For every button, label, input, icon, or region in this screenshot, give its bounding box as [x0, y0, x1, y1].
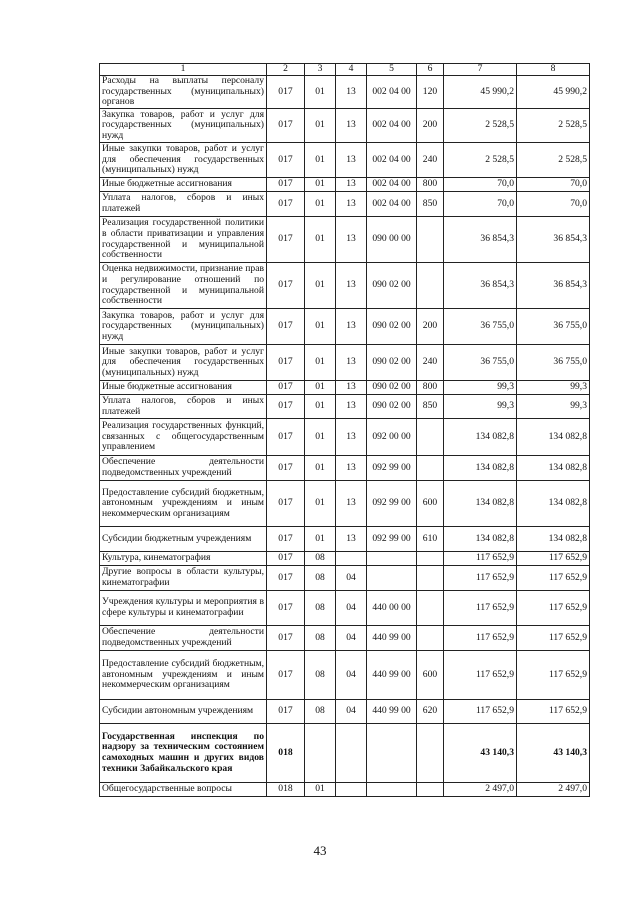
cell-ministry-code: 017 — [267, 178, 305, 192]
cell-amount-final: 99,3 — [517, 381, 590, 395]
cell-section: 08 — [305, 700, 336, 724]
cell-amount-final: 134 082,8 — [517, 456, 590, 481]
cell-expense-type: 800 — [417, 381, 444, 395]
cell-subsection: 13 — [336, 143, 367, 178]
cell-expense-type: 600 — [417, 481, 444, 527]
cell-subsection: 13 — [336, 345, 367, 381]
cell-amount-approved: 36 854,3 — [444, 217, 517, 263]
cell-name: Общегосударственные вопросы — [100, 783, 267, 797]
cell-name: Обеспечение деятельности подведомственных учреждений — [100, 626, 267, 651]
cell-target-article: 090 02 00 — [367, 263, 417, 309]
cell-amount-approved: 134 082,8 — [444, 456, 517, 481]
cell-expense-type: 240 — [417, 143, 444, 178]
column-header: 2 — [267, 64, 305, 76]
cell-section: 01 — [305, 345, 336, 381]
cell-section: 08 — [305, 651, 336, 700]
cell-name: Реализация государственной политики в области приватизации и управления государственной и муниципальной собственности — [100, 217, 267, 263]
cell-expense-type — [417, 217, 444, 263]
cell-expense-type — [417, 566, 444, 591]
table-row — [100, 309, 590, 345]
cell-section: 08 — [305, 552, 336, 566]
cell-target-article: 092 99 00 — [367, 481, 417, 527]
cell-amount-final: 36 755,0 — [517, 345, 590, 381]
cell-amount-approved: 2 497,0 — [444, 783, 517, 797]
cell-target-article: 440 99 00 — [367, 700, 417, 724]
table-row — [100, 192, 590, 217]
cell-name: Закупка товаров, работ и услуг для государственных (муниципальных) нужд — [100, 109, 267, 143]
cell-amount-final: 36 854,3 — [517, 217, 590, 263]
cell-expense-type — [417, 552, 444, 566]
cell-name: Закупка товаров, работ и услуг для государственных (муниципальных) нужд — [100, 309, 267, 345]
cell-expense-type: 200 — [417, 309, 444, 345]
cell-expense-type: 120 — [417, 76, 444, 109]
budget-table — [99, 63, 590, 797]
cell-amount-approved: 117 652,9 — [444, 626, 517, 651]
cell-amount-approved: 99,3 — [444, 395, 517, 419]
cell-subsection: 04 — [336, 651, 367, 700]
cell-ministry-code: 017 — [267, 700, 305, 724]
cell-amount-approved: 2 528,5 — [444, 143, 517, 178]
column-header: 6 — [417, 64, 444, 76]
cell-name: Оценка недвижимости, признание прав и регулирование отношений по государственной и муниципальной собственности — [100, 263, 267, 309]
cell-section: 01 — [305, 527, 336, 552]
cell-target-article — [367, 724, 417, 783]
cell-amount-final: 70,0 — [517, 192, 590, 217]
table-row — [100, 651, 590, 700]
cell-ministry-code: 017 — [267, 481, 305, 527]
cell-amount-final: 45 990,2 — [517, 76, 590, 109]
cell-amount-approved: 70,0 — [444, 192, 517, 217]
cell-ministry-code: 017 — [267, 456, 305, 481]
cell-section: 01 — [305, 109, 336, 143]
cell-amount-approved: 43 140,3 — [444, 724, 517, 783]
column-header: 4 — [336, 64, 367, 76]
cell-target-article: 002 04 00 — [367, 143, 417, 178]
cell-target-article: 002 04 00 — [367, 109, 417, 143]
cell-name: Предоставление субсидий бюджетным, автономным учреждениям и иным некоммерческим организациям — [100, 651, 267, 700]
cell-amount-final: 36 755,0 — [517, 309, 590, 345]
cell-section: 01 — [305, 309, 336, 345]
table-row — [100, 566, 590, 591]
cell-subsection — [336, 552, 367, 566]
cell-section: 01 — [305, 395, 336, 419]
cell-expense-type: 850 — [417, 395, 444, 419]
cell-section: 01 — [305, 263, 336, 309]
cell-subsection: 04 — [336, 700, 367, 724]
table-row — [100, 109, 590, 143]
cell-ministry-code: 017 — [267, 591, 305, 626]
column-header: 5 — [367, 64, 417, 76]
cell-expense-type: 240 — [417, 345, 444, 381]
cell-section: 01 — [305, 381, 336, 395]
table-row — [100, 456, 590, 481]
cell-amount-approved: 117 652,9 — [444, 566, 517, 591]
cell-amount-approved: 134 082,8 — [444, 419, 517, 456]
cell-target-article: 090 02 00 — [367, 381, 417, 395]
table-row — [100, 143, 590, 178]
table-row — [100, 626, 590, 651]
cell-expense-type — [417, 419, 444, 456]
cell-ministry-code: 017 — [267, 566, 305, 591]
cell-expense-type: 800 — [417, 178, 444, 192]
cell-subsection: 13 — [336, 395, 367, 419]
cell-amount-approved: 45 990,2 — [444, 76, 517, 109]
cell-amount-approved: 117 652,9 — [444, 591, 517, 626]
table-header-row — [100, 64, 590, 76]
cell-subsection: 13 — [336, 527, 367, 552]
cell-amount-approved: 99,3 — [444, 381, 517, 395]
cell-name: Реализация государственных функций, связанных с общегосударственным управлением — [100, 419, 267, 456]
cell-section — [305, 724, 336, 783]
cell-amount-final: 117 652,9 — [517, 566, 590, 591]
cell-amount-final: 117 652,9 — [517, 626, 590, 651]
cell-ministry-code: 017 — [267, 395, 305, 419]
cell-subsection: 13 — [336, 109, 367, 143]
page-number: 43 — [313, 843, 327, 858]
cell-amount-final: 117 652,9 — [517, 591, 590, 626]
cell-amount-final: 134 082,8 — [517, 527, 590, 552]
column-header: 7 — [444, 64, 517, 76]
cell-amount-final: 43 140,3 — [517, 724, 590, 783]
cell-ministry-code: 018 — [267, 724, 305, 783]
cell-target-article: 092 00 00 — [367, 419, 417, 456]
cell-section: 08 — [305, 566, 336, 591]
cell-amount-approved: 36 755,0 — [444, 309, 517, 345]
cell-amount-approved: 36 854,3 — [444, 263, 517, 309]
cell-ministry-code: 017 — [267, 651, 305, 700]
table-row — [100, 263, 590, 309]
cell-subsection: 13 — [336, 263, 367, 309]
cell-amount-approved: 134 082,8 — [444, 481, 517, 527]
cell-name: Культура, кинематография — [100, 552, 267, 566]
table-row — [100, 527, 590, 552]
cell-amount-final: 134 082,8 — [517, 481, 590, 527]
cell-subsection: 13 — [336, 217, 367, 263]
cell-ministry-code: 018 — [267, 783, 305, 797]
cell-expense-type: 200 — [417, 109, 444, 143]
cell-section: 01 — [305, 783, 336, 797]
table-row — [100, 783, 590, 797]
cell-section: 08 — [305, 626, 336, 651]
cell-target-article: 090 00 00 — [367, 217, 417, 263]
cell-target-article: 440 00 00 — [367, 591, 417, 626]
cell-name: Иные бюджетные ассигнования — [100, 178, 267, 192]
cell-ministry-code: 017 — [267, 552, 305, 566]
cell-amount-final: 36 854,3 — [517, 263, 590, 309]
cell-amount-approved: 36 755,0 — [444, 345, 517, 381]
cell-name: Обеспечение деятельности подведомственных учреждений — [100, 456, 267, 481]
cell-target-article — [367, 783, 417, 797]
cell-target-article — [367, 566, 417, 591]
cell-name: Государственная инспекция по надзору за техническим состоянием самоходных машин и других видов техники Забайкальского края — [100, 724, 267, 783]
cell-ministry-code: 017 — [267, 626, 305, 651]
cell-expense-type — [417, 263, 444, 309]
cell-subsection: 13 — [336, 309, 367, 345]
cell-subsection: 04 — [336, 566, 367, 591]
cell-expense-type — [417, 456, 444, 481]
cell-subsection: 13 — [336, 192, 367, 217]
table-row — [100, 700, 590, 724]
cell-subsection — [336, 724, 367, 783]
cell-amount-final: 99,3 — [517, 395, 590, 419]
cell-section: 01 — [305, 419, 336, 456]
cell-expense-type: 850 — [417, 192, 444, 217]
cell-subsection: 04 — [336, 626, 367, 651]
cell-amount-approved: 2 528,5 — [444, 109, 517, 143]
cell-ministry-code: 017 — [267, 381, 305, 395]
cell-section: 01 — [305, 456, 336, 481]
cell-subsection: 13 — [336, 419, 367, 456]
cell-name: Субсидии бюджетным учреждениям — [100, 527, 267, 552]
cell-target-article: 092 99 00 — [367, 456, 417, 481]
cell-target-article: 092 99 00 — [367, 527, 417, 552]
cell-target-article: 002 04 00 — [367, 192, 417, 217]
cell-target-article: 002 04 00 — [367, 76, 417, 109]
cell-amount-approved: 117 652,9 — [444, 651, 517, 700]
cell-section: 01 — [305, 192, 336, 217]
table-row — [100, 395, 590, 419]
cell-ministry-code: 017 — [267, 143, 305, 178]
cell-section: 08 — [305, 591, 336, 626]
cell-expense-type: 610 — [417, 527, 444, 552]
cell-name: Предоставление субсидий бюджетным, автономным учреждениям и иным некоммерческим организациям — [100, 481, 267, 527]
cell-amount-final: 70,0 — [517, 178, 590, 192]
table-row — [100, 481, 590, 527]
cell-amount-approved: 117 652,9 — [444, 700, 517, 724]
cell-amount-final: 2 528,5 — [517, 143, 590, 178]
cell-name: Другие вопросы в области культуры, кинематографии — [100, 566, 267, 591]
cell-section: 01 — [305, 178, 336, 192]
cell-subsection: 13 — [336, 178, 367, 192]
cell-ministry-code: 017 — [267, 109, 305, 143]
cell-name: Расходы на выплаты персоналу государственных (муниципальных) органов — [100, 76, 267, 109]
cell-name: Иные закупки товаров, работ и услуг для обеспечения государственных (муниципальных) нужд — [100, 143, 267, 178]
cell-amount-final: 117 652,9 — [517, 651, 590, 700]
cell-ministry-code: 017 — [267, 217, 305, 263]
cell-section: 01 — [305, 481, 336, 527]
cell-name: Уплата налогов, сборов и иных платежей — [100, 192, 267, 217]
table-row — [100, 217, 590, 263]
cell-name: Субсидии автономным учреждениям — [100, 700, 267, 724]
cell-expense-type — [417, 783, 444, 797]
table-body — [100, 76, 590, 797]
cell-expense-type: 600 — [417, 651, 444, 700]
table-row — [100, 345, 590, 381]
cell-name: Иные бюджетные ассигнования — [100, 381, 267, 395]
cell-subsection — [336, 783, 367, 797]
table-row — [100, 552, 590, 566]
cell-ministry-code: 017 — [267, 76, 305, 109]
cell-subsection: 13 — [336, 456, 367, 481]
cell-amount-approved: 70,0 — [444, 178, 517, 192]
table-row — [100, 178, 590, 192]
cell-amount-final: 134 082,8 — [517, 419, 590, 456]
cell-name: Учреждения культуры и мероприятия в сфере культуры и кинематографии — [100, 591, 267, 626]
cell-amount-approved: 134 082,8 — [444, 527, 517, 552]
cell-ministry-code: 017 — [267, 309, 305, 345]
column-header: 1 — [100, 64, 267, 76]
column-header: 8 — [517, 64, 590, 76]
cell-expense-type — [417, 591, 444, 626]
cell-target-article: 090 02 00 — [367, 345, 417, 381]
cell-target-article — [367, 552, 417, 566]
cell-expense-type — [417, 626, 444, 651]
cell-expense-type — [417, 724, 444, 783]
cell-amount-approved: 117 652,9 — [444, 552, 517, 566]
cell-amount-final: 2 497,0 — [517, 783, 590, 797]
cell-ministry-code: 017 — [267, 263, 305, 309]
cell-expense-type: 620 — [417, 700, 444, 724]
cell-target-article: 090 02 00 — [367, 395, 417, 419]
cell-amount-final: 117 652,9 — [517, 700, 590, 724]
cell-section: 01 — [305, 217, 336, 263]
cell-ministry-code: 017 — [267, 527, 305, 552]
cell-target-article: 440 99 00 — [367, 651, 417, 700]
column-header: 3 — [305, 64, 336, 76]
cell-target-article: 002 04 00 — [367, 178, 417, 192]
cell-subsection: 13 — [336, 481, 367, 527]
cell-section: 01 — [305, 143, 336, 178]
cell-subsection: 13 — [336, 76, 367, 109]
cell-ministry-code: 017 — [267, 192, 305, 217]
cell-name: Иные закупки товаров, работ и услуг для обеспечения государственных (муниципальных) нужд — [100, 345, 267, 381]
cell-subsection: 04 — [336, 591, 367, 626]
table-row — [100, 419, 590, 456]
cell-name: Уплата налогов, сборов и иных платежей — [100, 395, 267, 419]
cell-target-article: 090 02 00 — [367, 309, 417, 345]
cell-section: 01 — [305, 76, 336, 109]
cell-amount-final: 2 528,5 — [517, 109, 590, 143]
cell-ministry-code: 017 — [267, 345, 305, 381]
cell-amount-final: 117 652,9 — [517, 552, 590, 566]
cell-subsection: 13 — [336, 381, 367, 395]
table-row — [100, 724, 590, 783]
cell-ministry-code: 017 — [267, 419, 305, 456]
table-row — [100, 76, 590, 109]
table-row — [100, 381, 590, 395]
table-row — [100, 591, 590, 626]
cell-target-article: 440 99 00 — [367, 626, 417, 651]
